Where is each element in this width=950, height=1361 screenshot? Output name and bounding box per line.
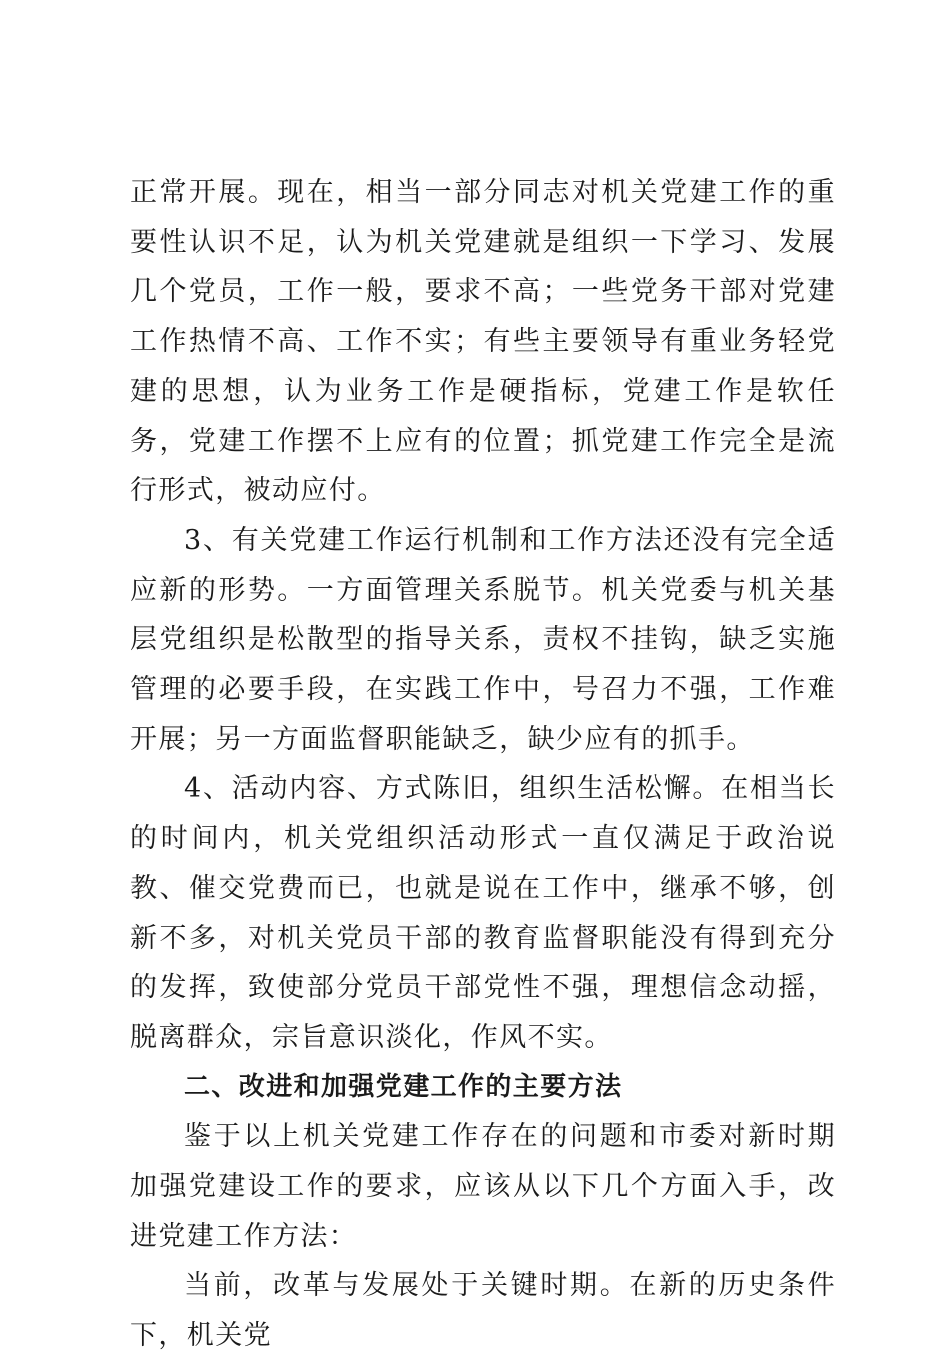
paragraph-item-3: 3、有关党建工作运行机制和工作方法还没有完全适应新的形势。一方面管理关系脱节。机关党委与机关基层党组织是松散型的指导关系，责权不挂钩，缺乏实施管理的必要手段，在实践工作中，号召力不强，工作难开展；另一方面监督职能缺乏，缺少应有的抓手。: [130, 524, 836, 755]
paragraph-item-4: 4、活动内容、方式陈旧，组织生活松懈。在相当长的时间内，机关党组织活动形式一直仅满足于政治说教、催交党费而已，也就是说在工作中，继承不够，创新不多，对机关党员干部的教育监督职能没有得到充分的发挥，致使部分党员干部党性不强，理想信念动摇，脱离群众，宗旨意识淡化，作风不实。: [130, 773, 836, 1053]
paragraph-continued: 正常开展。现在，相当一部分同志对机关党建工作的重要性认识不足，认为机关党建就是组织一下学习、发展几个党员，工作一般，要求不高；一些党务干部对党建工作热情不高、工作不实；有些主要领导有重业务轻党建的思想，认为业务工作是硬指标，党建工作是软任务，党建工作摆不上应有的位置；抓党建工作完全是流行形式，被动应付。: [130, 177, 836, 507]
paragraph-intro: 鉴于以上机关党建工作存在的问题和市委对新时期加强党建设工作的要求，应该从以下几个方面入手，改进党建工作方法：: [130, 1121, 836, 1252]
section-heading: 二、改进和加强党建工作的主要方法: [184, 1071, 623, 1102]
document-body: [130, 168, 836, 1361]
paragraph-current: 当前，改革与发展处于关键时期。在新的历史条件下，机关党: [130, 1270, 836, 1352]
